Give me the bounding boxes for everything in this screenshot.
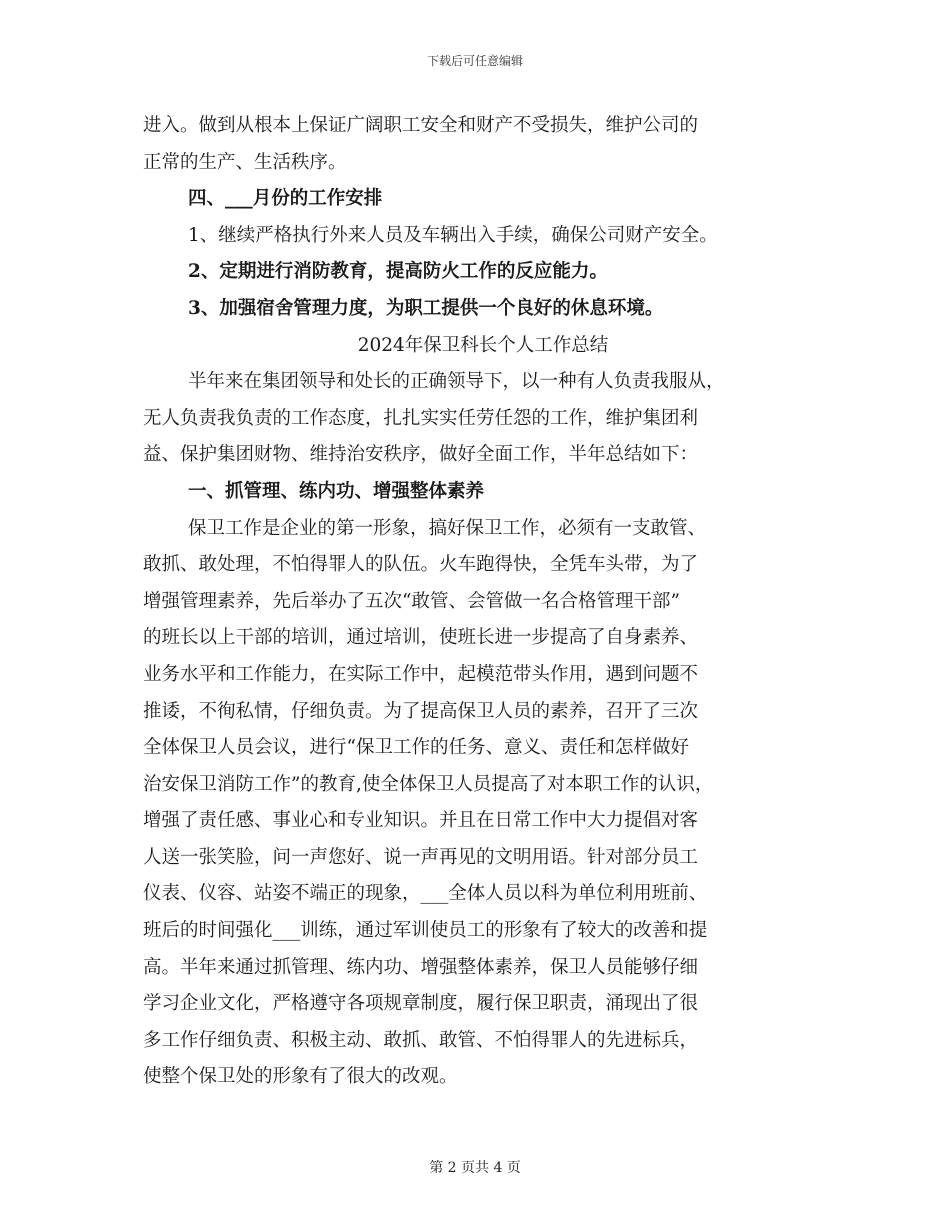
body-line: 仪表、仪容、站姿不端正的现象，___全体人员以科为单位利用班前、 [143,883,708,905]
page-footer: 第 2 页共 4 页 [429,1160,521,1176]
body-line: 正常的生产、生活秩序。 [143,151,347,173]
body-line: 半年来在集团领导和处长的正确领导下，以一种有人负责我服从， [188,371,725,393]
body-line: 无人负责我负责的工作态度，扎扎实实任劳任怨的工作，维护集团利 [143,407,699,429]
body-line: 高。半年来通过抓管理、练内功、增强整体素养，保卫人员能够仔细 [143,956,699,978]
body-line: 全体保卫人员会议，进行“保卫工作的任务、意义、责任和怎样做好 [143,737,689,759]
document-body [143,108,823,1096]
body-line: 进入。做到从根本上保证广阔职工安全和财产不受损失，维护公司的 [143,115,699,136]
list-item: 2、定期进行消防教育，提高防火工作的反应能力。 [188,261,608,283]
body-line: 业务水平和工作能力，在实际工作中，起模范带头作用，遇到问题不 [143,663,699,685]
body-line: 推诿，不徇私情，仔细负责。为了提高保卫人员的素养，召开了三次 [143,700,699,722]
list-item: 3、加强宿舍管理力度，为职工提供一个良好的休息环境。 [188,297,664,319]
body-line: 学习企业文化，严格遵守各项规章制度，履行保卫职责，涌现出了很 [143,993,699,1015]
document-title: 2024年保卫科长个人工作总结 [357,334,609,356]
body-line: 治安保卫消防工作”的教育,使全体保卫人员提高了对本职工作的认识， [143,773,714,795]
body-line: 益、保护集团财物、维持治安秩序，做好全面工作，半年总结如下： [143,444,699,466]
body-line: 多工作仔细负责、积极主动、敢抓、敢管、不怕得罪人的先进标兵， [143,1029,699,1051]
page-header: 下载后可任意编辑 [426,54,523,68]
section-heading: 四、___月份的工作安排 [188,188,383,210]
body-line: 增强管理素养，先后举办了五次“敢管、会管做一名合格管理干部” [143,590,680,612]
body-line: 班后的时间强化___训练，通过军训使员工的形象有了较大的改善和提 [143,920,708,942]
body-line: 的班长以上干部的培训，通过培训，使班长进一步提高了自身素养、 [143,627,699,649]
section-heading: 一、抓管理、练内功、增强整体素养 [188,480,485,502]
body-line: 保卫工作是企业的第一形象，搞好保卫工作，必须有一支敢管、 [188,517,707,539]
body-line: 增强了责任感、事业心和专业知识。并且在日常工作中大力提倡对客 [143,810,699,832]
body-line: 人送一张笑脸，问一声您好、说一声再见的文明用语。针对部分员工 [143,846,699,868]
body-line: 使整个保卫处的形象有了很大的改观。 [143,1066,458,1088]
list-item: 1、继续严格执行外来人员及车辆出入手续，确保公司财产安全。 [188,224,718,246]
body-line: 敢抓、敢处理，不怕得罪人的队伍。火车跑得快，全凭车头带，为了 [143,554,699,576]
